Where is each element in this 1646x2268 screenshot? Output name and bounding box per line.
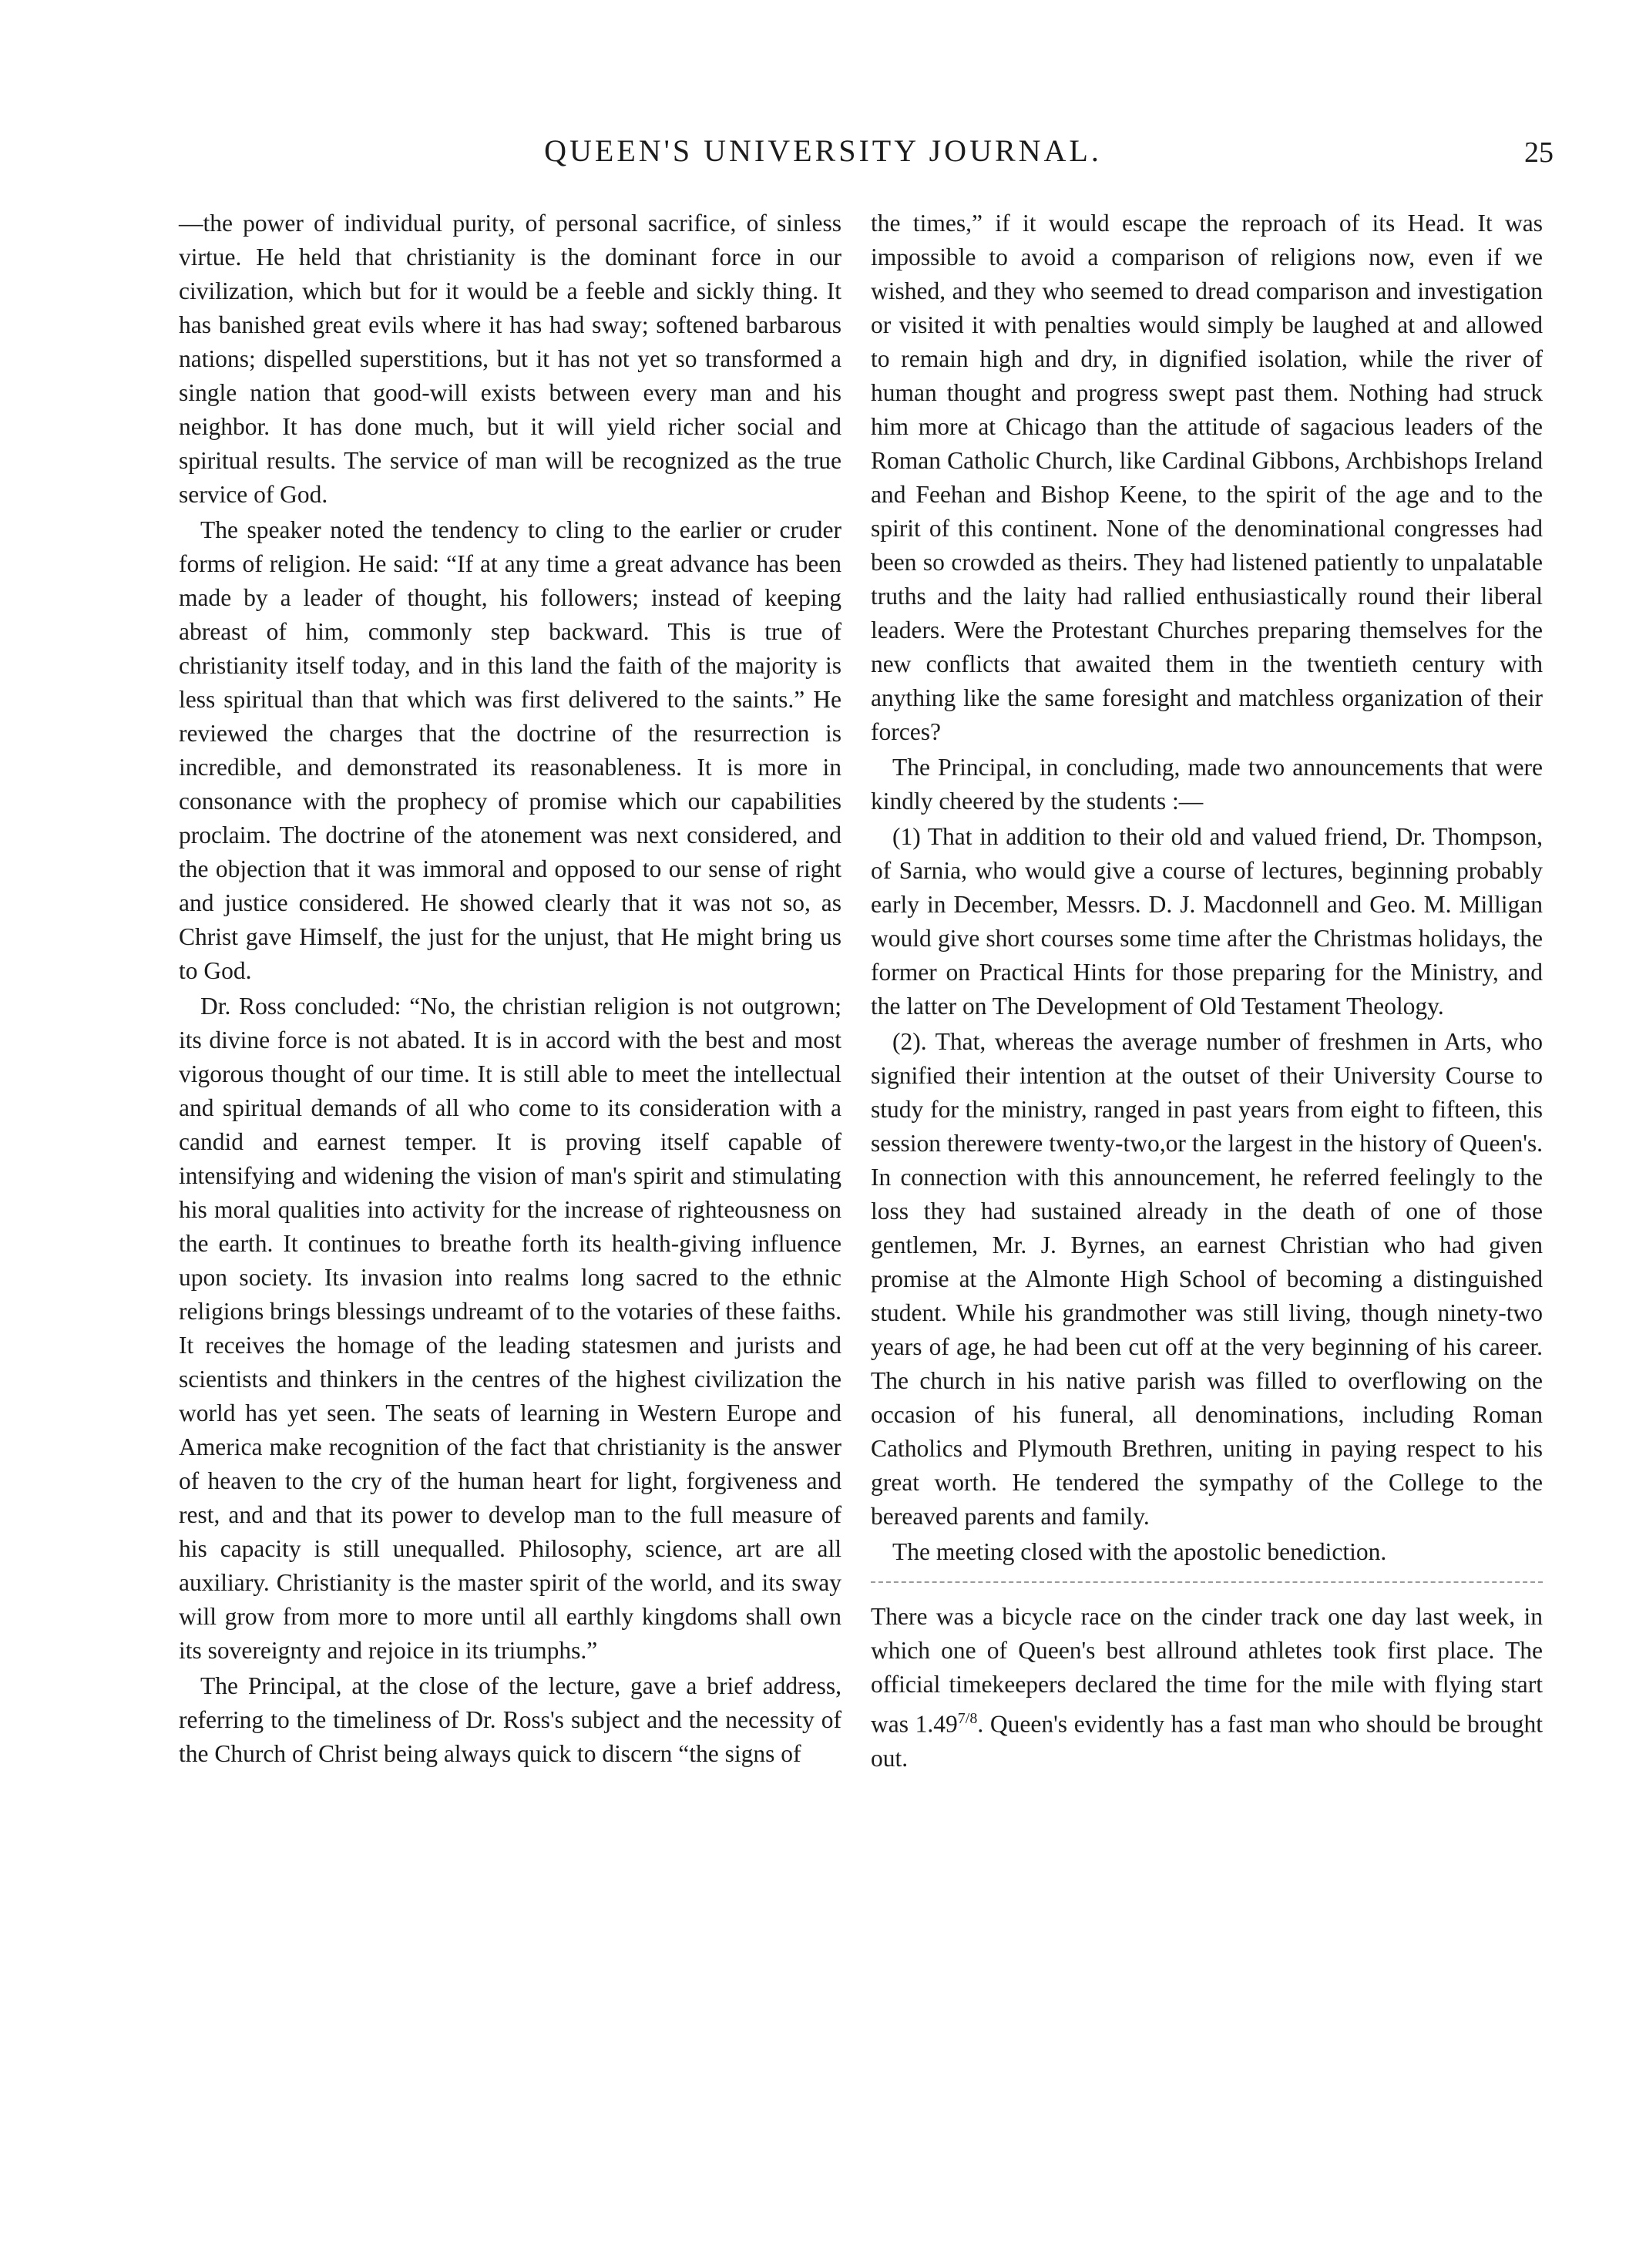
section-divider [871, 1581, 1543, 1583]
paragraph: (2). That, whereas the average number of freshmen in Arts, who signified their intention at the outset of their University Course to study for the ministry, ranged in past years from eight to fifteen, this session therewere twenty-two,or the largest in the history of Queen's. In connection with this announcement, he referred feelingly to the loss they had sustained already in the death of one of those gentlemen, Mr. J. Byrnes, an earnest Christian who had given promise at the Almonte High School of becoming a distinguished student. While his grandmother was still living, though ninety-two years of age, he had been cut off at the very beginning of his career. The church in his native parish was filled to overflowing on the occasion of his funeral, all denominations, including Roman Catholics and Plymouth Brethren, uniting in paying respect to his great worth. He tendered the sympathy of the College to the bereaved parents and family. [871, 1028, 1543, 1530]
paragraph: —the power of individual purity, of personal sacrifice, of sinless virtue. He held that christianity is the dominant force in our civilization, which but for it would be a feeble and sickly thing. It has banished great evils where it has had sway; softened barbarous nations; dispelled superstitions, but it has not yet so transformed a single nation that good-will exists between every man and his neighbor. It has done much, but it will yield richer social and spiritual results. The service of man will be recognized as the true service of God. [179, 210, 841, 508]
paragraph: The meeting closed with the apostolic benediction. [892, 1538, 1387, 1565]
paragraph: The Principal, in concluding, made two announcements that were kindly cheered by the students :— [871, 754, 1543, 815]
running-title: QUEEN'S UNIVERSITY JOURNAL. [544, 133, 1102, 168]
paragraph: (1) That in addition to their old and valued friend, Dr. Thompson, of Sarnia, who would give a course of lectures, beginning probably early in December, Messrs. D. J. Macdonnell and Geo. M. Milligan would give short courses some time after the Christmas holidays, the former on Practical Hints for those preparing for the Ministry, and the latter on The Development of Old Testament Theology. [871, 823, 1543, 1020]
page-header [0, 133, 1646, 186]
time-fraction: 7/8 [957, 1710, 978, 1727]
note-text: . Queen's evidently has a fast man who should be brought out. [871, 1710, 1543, 1772]
page-number: 25 [1524, 136, 1554, 169]
right-column [871, 207, 1543, 1776]
paragraph: Dr. Ross concluded: “No, the christian religion is not outgrown; its divine force is not abated. It is in accord with the best and most vigorous thought of our time. It is still able to meet the intellectual and spiritual demands of all who come to its consideration with a candid and earnest temper. It is proving itself capable of intensifying and widening the vision of man's spirit and stimulating his moral qualities into activity for the increase of righteousness on the earth. It continues to breathe forth its health-giving influence upon society. Its invasion into realms long sacred to the ethnic religions brings blessings undreamt of to the votaries of these faiths. It receives the homage of the leading statesmen and jurists and scientists and thinkers in the centres of the highest civilization the world has yet seen. The seats of learning in Western Europe and America make recognition of the fact that christianity is the answer of heaven to the cry of the human heart for light, forgiveness and rest, and and that its power to develop man to the full measure of his capacity is still unequalled. Philosophy, science, art are all auxiliary. Christianity is the master spirit of the world, and its sway will grow from more to more until all earthly kingdoms shall own its sovereignty and rejoice in its triumphs.” [179, 993, 841, 1664]
paragraph: The speaker noted the tendency to cling to the earlier or cruder forms of religion. He said: “If at any time a great advance has been made by a leader of thought, his followers; instead of keeping abreast of him, commonly step backward. This is true of christianity itself today, and in this land the faith of the majority is less spiritual than that which was first delivered to the saints.” He reviewed the charges that the doctrine of the resurrection is incredible, and demonstrated its reasonableness. It is more in consonance with the prophecy of promise which our capabilities proclaim. The doctrine of the atonement was next considered, and the objection that it was immoral and opposed to our sense of right and justice considered. He showed clearly that it was not so, as Christ gave Himself, the just for the unjust, that He might bring us to God. [179, 516, 841, 984]
paragraph: The Principal, at the close of the lecture, gave a brief address, referring to the timeliness of Dr. Ross's subject and the necessity of the Church of Christ being always quick to discern “the signs of [179, 1672, 841, 1767]
note-text: There was a bicycle race on the cinder track one day last week, in which one of Queen's best allround athletes took first place. The official timekeepers declared the time for the mile with flying start was 1.49 [871, 1603, 1543, 1738]
bicycle-race-note [871, 1600, 1543, 1776]
left-column [179, 207, 841, 1771]
paragraph: the times,” if it would escape the reproach of its Head. It was impossible to avoid a comparison of religions now, even if we wished, and they who seemed to dread comparison and investigation or visited it with penalties would simply be laughed at and allowed to remain high and dry, in dignified isolation, while the river of human thought and progress swept past them. Nothing had struck him more at Chicago than the attitude of sagacious leaders of the Roman Catholic Church, like Cardinal Gibbons, Archbishops Ireland and Feehan and Bishop Keene, to the spirit of the age and to the spirit of this continent. None of the denominational congresses had been so crowded as theirs. They had listened patiently to unpalatable truths and the laity had rallied enthusiastically round their liberal leaders. Were the Protestant Churches preparing themselves for the new conflicts that awaited them in the twentieth century with anything like the same foresight and matchless organization of their forces? [871, 210, 1543, 745]
